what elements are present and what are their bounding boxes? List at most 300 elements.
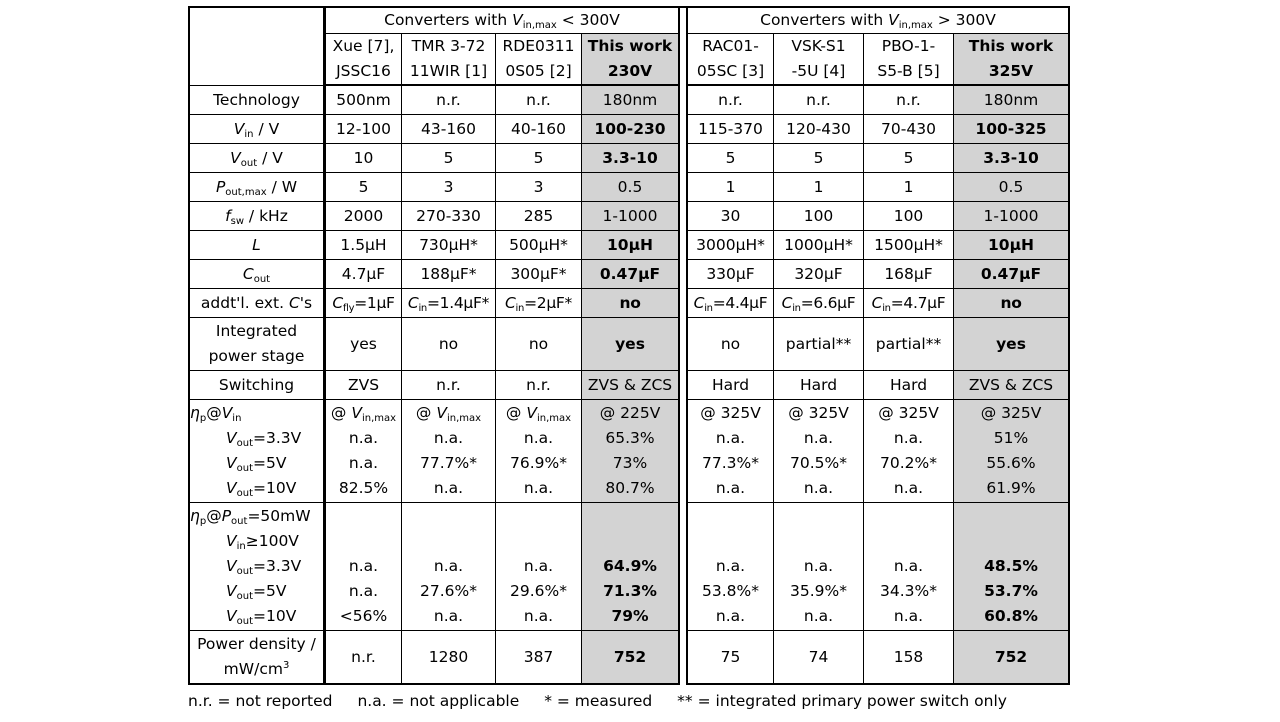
- eta-vin-subrow-label: [190, 426, 323, 451]
- row-label-technology: [188, 86, 326, 115]
- column-header-line1: RDE0311: [502, 37, 575, 55]
- eta-vin-condition: [688, 401, 773, 426]
- density-unit: mW/cm: [223, 660, 283, 678]
- fsw-cell-5: 100: [774, 202, 864, 231]
- pout-subscript: out,max: [225, 186, 267, 198]
- vout-symbol: V: [226, 557, 237, 575]
- eta-vin-value: n.a.: [348, 429, 379, 447]
- fsw-cell-7: 1-1000: [954, 202, 1070, 231]
- pout-cell-6: 1: [864, 173, 954, 202]
- eta-vin-value: 70.2%*: [880, 454, 937, 472]
- integrated-cell-2: no: [496, 318, 582, 371]
- column-header-line1: Xue [7],: [332, 37, 395, 55]
- eta-pout-blank-line: [496, 504, 581, 529]
- eta-pout-value: <56%: [339, 607, 388, 625]
- density-cell-0: n.r.: [326, 631, 402, 685]
- vout-condition: =5V: [253, 454, 287, 472]
- column-header-line2: -5U [4]: [791, 62, 846, 80]
- footnote-measured: * = measured: [544, 692, 653, 710]
- row-label-switching: [188, 371, 326, 400]
- density-cell-4: 75: [686, 631, 774, 685]
- condition-prefix: @: [505, 404, 527, 422]
- converter-comparison-table: [188, 6, 1070, 685]
- eta-vin-value: 77.3%*: [702, 454, 759, 472]
- eta-pout-value: n.a.: [348, 557, 379, 575]
- eta-vin-cell-0: [326, 400, 402, 503]
- technology-cell-3: 180nm: [582, 86, 680, 115]
- vout-subscript: out: [236, 438, 253, 449]
- eta-pout-value: 53.7%: [984, 582, 1038, 600]
- comparison-table-wrapper: [188, 6, 1070, 685]
- column-header-line2: 0S05 [2]: [505, 62, 572, 80]
- cout-cell-3: 0.47µF: [582, 260, 680, 289]
- vin-cell-4: 115-370: [686, 115, 774, 144]
- switching-cell-1: n.r.: [402, 371, 496, 400]
- eta-vin-cell-6: [864, 400, 954, 503]
- addtl-cell-symbol: C: [407, 293, 419, 312]
- fsw-cell-2: 285: [496, 202, 582, 231]
- technology-cell-6: n.r.: [864, 86, 954, 115]
- vout-subscript: out: [236, 488, 253, 499]
- fsw-subscript: sw: [230, 215, 244, 227]
- footnote-integrated: ** = integrated primary power switch only: [677, 692, 1007, 710]
- l-cell-1: 730µH*: [402, 231, 496, 260]
- eta-pout-blank-line: [496, 529, 581, 554]
- row-power-density: [188, 631, 1070, 685]
- row-technology: [188, 86, 1070, 115]
- density-cell-6: 158: [864, 631, 954, 685]
- column-header-line2: S5-B [5]: [877, 62, 940, 80]
- eta-pout-value: 79%: [611, 607, 649, 625]
- group-low-prefix: Converters with: [384, 11, 513, 29]
- technology-cell-2: n.r.: [496, 86, 582, 115]
- vout-cell-2: 5: [496, 144, 582, 173]
- pout-subscript: out: [231, 516, 248, 527]
- addtl-cell-subscript: fly: [342, 302, 355, 314]
- eta-vin-condition-text: @ 325V: [700, 404, 761, 422]
- row-integrated: [188, 318, 1070, 371]
- eta-vin-condition-text: @ 225V: [599, 404, 661, 422]
- addtl-cell-subscript: in: [418, 302, 427, 314]
- vout-cell-6: 5: [864, 144, 954, 173]
- group-high-prefix: Converters with: [760, 11, 889, 29]
- eta-pout-value: 64.9%: [603, 557, 657, 575]
- pout-cell-3: 0.5: [582, 173, 680, 202]
- technology-label: Technology: [213, 90, 300, 109]
- column-header-6: [864, 34, 954, 86]
- eta-pout-subrow-label: [190, 604, 323, 629]
- cout-cell-2: 300µF*: [496, 260, 582, 289]
- density-label-line1: Power density /: [197, 635, 316, 653]
- fsw-cell-1: 270-330: [402, 202, 496, 231]
- eta-pout-value: n.a.: [893, 557, 924, 575]
- condition-subscript: in,max: [361, 413, 397, 424]
- eta-pout-blank-line: [688, 504, 773, 529]
- eta-pout-blank-line: [954, 504, 1068, 529]
- eta-vin-condition: [496, 401, 581, 426]
- eta-vin-value: 82.5%: [338, 479, 389, 497]
- row-label-vout: [188, 144, 326, 173]
- eta-pout-value: 35.9%*: [790, 582, 847, 600]
- density-cell-5: 74: [774, 631, 864, 685]
- technology-cell-7: 180nm: [954, 86, 1070, 115]
- eta-pout-blank-line: [864, 504, 953, 529]
- pout-symbol: P: [221, 507, 232, 525]
- l-cell-0: 1.5µH: [326, 231, 402, 260]
- technology-cell-0: 500nm: [326, 86, 402, 115]
- addtl-symbol: C: [288, 293, 300, 312]
- addtl-cell-symbol: C: [781, 293, 793, 312]
- l-cell-3: 10µH: [582, 231, 680, 260]
- vout-cell-5: 5: [774, 144, 864, 173]
- eta-pout-blank-line: [774, 529, 863, 554]
- addtl-cell-symbol: C: [693, 293, 705, 312]
- addtl-cell-subscript: in: [792, 302, 801, 314]
- eta-vin-value: 80.7%: [605, 479, 655, 497]
- pout-condition: =50mW: [247, 507, 311, 525]
- eta-vin-value: 76.9%*: [510, 454, 567, 472]
- condition-prefix: @: [415, 404, 437, 422]
- eta-pout-value: 71.3%: [603, 582, 657, 600]
- footnote-na: n.a. = not applicable: [357, 692, 520, 710]
- eta-pout-value: n.a.: [715, 557, 746, 575]
- eta-pout-blank-line: [864, 529, 953, 554]
- row-label-density: [188, 631, 326, 685]
- group-low-compare: < 300V: [556, 11, 620, 29]
- row-label-l: [188, 231, 326, 260]
- vout-symbol: V: [226, 582, 237, 600]
- column-header-line2: 230V: [607, 62, 653, 80]
- eta-vin-value: n.a.: [715, 429, 746, 447]
- addtl-cell-6: [864, 289, 954, 318]
- integrated-cell-3: yes: [582, 318, 680, 371]
- vout-symbol: V: [226, 429, 237, 447]
- eta-at: @: [206, 404, 222, 422]
- addtl-cell-5: [774, 289, 864, 318]
- eta-pout-value: 29.6%*: [510, 582, 567, 600]
- pout-unit: / W: [266, 177, 298, 196]
- eta-vin-value: n.a.: [523, 429, 554, 447]
- eta-vin-value: n.a.: [348, 454, 379, 472]
- eta-vin-condition: [954, 401, 1068, 426]
- group-header-low: [326, 6, 680, 34]
- vout-symbol: V: [226, 454, 237, 472]
- row-label-addtl: [188, 289, 326, 318]
- technology-cell-1: n.r.: [402, 86, 496, 115]
- group-high-compare: > 300V: [932, 11, 996, 29]
- group-header-row: [188, 6, 1070, 34]
- switching-cell-5: Hard: [774, 371, 864, 400]
- vout-cell-1: 5: [402, 144, 496, 173]
- eta-vin-condition: [864, 401, 953, 426]
- column-header-line1: TMR 3-72: [411, 37, 486, 55]
- vout-symbol: V: [226, 479, 237, 497]
- column-header-line2: 11WIR [1]: [409, 62, 488, 80]
- eta-pout-value: 34.3%*: [880, 582, 937, 600]
- technology-cell-5: n.r.: [774, 86, 864, 115]
- column-header-line1: PBO-1-: [881, 37, 936, 55]
- fsw-cell-0: 2000: [326, 202, 402, 231]
- addtl-cell-4: [686, 289, 774, 318]
- column-header-line1: RAC01-: [702, 37, 759, 55]
- l-symbol: L: [252, 235, 261, 254]
- eta-pout-subrow-label: [190, 579, 323, 604]
- density-unit-superscript: 3: [282, 660, 290, 671]
- column-header-line1: This work: [587, 37, 673, 55]
- column-header-1: [402, 34, 496, 86]
- addtl-cell-subscript: in: [515, 302, 525, 314]
- addtl-cell-3: [582, 289, 680, 318]
- switching-cell-4: Hard: [686, 371, 774, 400]
- row-vin: [188, 115, 1070, 144]
- eta-pout-value: n.a.: [803, 607, 834, 625]
- vin-subscript: in: [236, 541, 246, 552]
- eta-pout-value: 27.6%*: [420, 582, 477, 600]
- eta-pout-cell-6: [864, 503, 954, 631]
- eta-vin-value: 77.7%*: [420, 454, 477, 472]
- addtl-cell-value: =1µF: [354, 293, 395, 312]
- eta-pout-value: 53.8%*: [702, 582, 759, 600]
- eta-pout-blank-line: [582, 529, 678, 554]
- condition-subscript: in,max: [446, 413, 482, 424]
- column-header-0: [326, 34, 402, 86]
- eta-vin-condition-text: @ 325V: [788, 404, 849, 422]
- eta-vin-subrow-label: [190, 476, 323, 501]
- eta-pout-value: 48.5%: [984, 557, 1038, 575]
- addtl-cell-symbol: C: [505, 293, 516, 312]
- addtl-cell-7: [954, 289, 1070, 318]
- column-header-line1: VSK-S1: [791, 37, 846, 55]
- eta-subscript: p: [199, 413, 207, 424]
- vout-symbol: V: [226, 607, 237, 625]
- pout-symbol: P: [215, 177, 226, 196]
- condition-prefix: @: [330, 404, 352, 422]
- condition-symbol: V: [351, 404, 362, 422]
- addtl-cell-text: no: [1000, 293, 1022, 312]
- vin-condition: ≥100V: [245, 532, 299, 550]
- table-footnotes: [188, 692, 1027, 710]
- row-l: [188, 231, 1070, 260]
- eta-vin-condition-text: @ 325V: [980, 404, 1042, 422]
- fsw-symbol: f: [225, 206, 231, 225]
- vout-cell-3: 3.3-10: [582, 144, 680, 173]
- vout-condition: =10V: [253, 479, 297, 497]
- eta-pout-value: 60.8%: [984, 607, 1038, 625]
- eta-pout-vin-label: [190, 529, 323, 554]
- condition-symbol: V: [526, 404, 537, 422]
- fsw-cell-4: 30: [686, 202, 774, 231]
- vout-cell-7: 3.3-10: [954, 144, 1070, 173]
- vin-cell-5: 120-430: [774, 115, 864, 144]
- eta-pout-heading: [190, 504, 323, 529]
- eta-vin-subrow-label: [190, 451, 323, 476]
- integrated-cell-6: partial**: [864, 318, 954, 371]
- eta-vin-subscript: in: [232, 413, 242, 424]
- pout-cell-1: 3: [402, 173, 496, 202]
- group-low-symbol: V: [512, 11, 523, 29]
- column-header-line2: 325V: [988, 62, 1034, 80]
- vout-subscript: out: [236, 463, 253, 474]
- addtl-cell-0: [326, 289, 402, 318]
- technology-cell-4: n.r.: [686, 86, 774, 115]
- l-cell-4: 3000µH*: [686, 231, 774, 260]
- eta-vin-value: n.a.: [893, 429, 924, 447]
- eta-pout-value: n.a.: [523, 557, 554, 575]
- l-cell-7: 10µH: [954, 231, 1070, 260]
- eta-vin-value: n.a.: [803, 429, 834, 447]
- eta-vin-value: n.a.: [523, 479, 554, 497]
- l-cell-6: 1500µH*: [864, 231, 954, 260]
- eta-pout-cell-1: [402, 503, 496, 631]
- eta-vin-cell-5: [774, 400, 864, 503]
- eta-pout-blank-line: [402, 529, 495, 554]
- eta-vin-condition-text: @ 325V: [878, 404, 939, 422]
- vin-cell-0: 12-100: [326, 115, 402, 144]
- switching-cell-6: Hard: [864, 371, 954, 400]
- row-vout: [188, 144, 1070, 173]
- fsw-unit: / kHz: [244, 206, 288, 225]
- eta-vin-cell-7: [954, 400, 1070, 503]
- cout-cell-0: 4.7µF: [326, 260, 402, 289]
- eta-symbol: η: [190, 507, 200, 525]
- addtl-cell-value: =4.7µF: [890, 293, 946, 312]
- integrated-cell-5: partial**: [774, 318, 864, 371]
- density-label-line2: [190, 657, 323, 682]
- eta-pout-value: n.a.: [803, 557, 834, 575]
- condition-symbol: V: [436, 404, 447, 422]
- density-cell-3: 752: [582, 631, 680, 685]
- switching-label: Switching: [218, 375, 295, 394]
- vout-subscript: out: [236, 591, 253, 602]
- row-eta-pout: [188, 503, 1070, 631]
- row-label-vin: [188, 115, 326, 144]
- vout-condition: =3.3V: [253, 557, 302, 575]
- eta-pout-cell-2: [496, 503, 582, 631]
- vin-cell-1: 43-160: [402, 115, 496, 144]
- eta-vin-value: 51%: [993, 429, 1029, 447]
- vout-condition: =5V: [253, 582, 287, 600]
- addtl-cell-value: =1.4µF*: [426, 293, 490, 312]
- integrated-cell-7: yes: [954, 318, 1070, 371]
- eta-pout-blank-line: [954, 529, 1068, 554]
- pout-cell-7: 0.5: [954, 173, 1070, 202]
- group-high-subscript: in,max: [898, 20, 933, 31]
- row-cout: [188, 260, 1070, 289]
- cout-cell-7: 0.47µF: [954, 260, 1070, 289]
- addtl-cell-text: no: [619, 293, 641, 312]
- density-cell-1: 1280: [402, 631, 496, 685]
- addtl-cell-symbol: C: [332, 293, 343, 312]
- pout-cell-2: 3: [496, 173, 582, 202]
- eta-vin-condition: [582, 401, 678, 426]
- eta-pout-subrow-label: [190, 554, 323, 579]
- eta-symbol: η: [190, 404, 200, 422]
- group-header-high: [686, 6, 1070, 34]
- eta-pout-blank-line: [402, 504, 495, 529]
- row-pout: [188, 173, 1070, 202]
- eta-pout-value: n.a.: [893, 607, 924, 625]
- cout-symbol: C: [242, 264, 254, 283]
- pout-cell-0: 5: [326, 173, 402, 202]
- vout-cell-4: 5: [686, 144, 774, 173]
- fsw-cell-3: 1-1000: [582, 202, 680, 231]
- vin-cell-2: 40-160: [496, 115, 582, 144]
- eta-vin-value: n.a.: [433, 429, 464, 447]
- eta-pout-cell-5: [774, 503, 864, 631]
- vin-symbol: V: [233, 119, 245, 138]
- vin-cell-7: 100-325: [954, 115, 1070, 144]
- integrated-cell-0: yes: [326, 318, 402, 371]
- eta-pout-blank-line: [582, 504, 678, 529]
- condition-subscript: in,max: [536, 413, 572, 424]
- eta-pout-blank-line: [326, 529, 401, 554]
- vout-condition: =10V: [253, 607, 297, 625]
- eta-vin-value: 70.5%*: [790, 454, 847, 472]
- group-high-symbol: V: [888, 11, 899, 29]
- eta-pout-blank-line: [774, 504, 863, 529]
- eta-vin-heading: [190, 401, 323, 426]
- row-label-integrated: [188, 318, 326, 371]
- density-cell-7: 752: [954, 631, 1070, 685]
- vout-subscript: out: [236, 566, 253, 577]
- pout-cell-4: 1: [686, 173, 774, 202]
- eta-pout-cell-3: [582, 503, 680, 631]
- integrated-cell-1: no: [402, 318, 496, 371]
- eta-pout-blank-line: [688, 529, 773, 554]
- vout-condition: =3.3V: [253, 429, 302, 447]
- vout-cell-0: 10: [326, 144, 402, 173]
- eta-vin-cell-2: [496, 400, 582, 503]
- eta-vin-value: n.a.: [803, 479, 834, 497]
- column-header-line2: 05SC [3]: [696, 62, 765, 80]
- row-addtl-caps: [188, 289, 1070, 318]
- vin-cell-3: 100-230: [582, 115, 680, 144]
- row-label-pout: [188, 173, 326, 202]
- vout-unit: / V: [257, 148, 283, 167]
- row-eta-vin: [188, 400, 1070, 503]
- eta-at: @: [206, 507, 222, 525]
- addtl-cell-2: [496, 289, 582, 318]
- row-label-eta-vin: [188, 400, 326, 503]
- eta-vin-cell-4: [686, 400, 774, 503]
- column-header-3: [582, 34, 680, 86]
- eta-vin-condition: [326, 401, 401, 426]
- column-header-line1: This work: [968, 37, 1054, 55]
- cout-cell-5: 320µF: [774, 260, 864, 289]
- eta-vin-symbol: V: [221, 404, 233, 422]
- eta-vin-value: n.a.: [893, 479, 924, 497]
- eta-vin-cell-1: [402, 400, 496, 503]
- eta-pout-cell-7: [954, 503, 1070, 631]
- fsw-cell-6: 100: [864, 202, 954, 231]
- eta-vin-condition: [402, 401, 495, 426]
- addtl-cell-symbol: C: [871, 293, 883, 312]
- vout-symbol: V: [230, 148, 241, 167]
- integrated-cell-4: no: [686, 318, 774, 371]
- switching-cell-7: ZVS & ZCS: [954, 371, 1070, 400]
- footnote-nr: n.r. = not reported: [188, 692, 333, 710]
- vin-symbol: V: [226, 532, 237, 550]
- vout-subscript: out: [236, 616, 253, 627]
- addtl-prefix: addt'l. ext.: [200, 293, 289, 312]
- vin-subscript: in: [244, 128, 254, 140]
- vin-unit: / V: [253, 119, 280, 138]
- eta-subscript: p: [199, 516, 207, 527]
- corner-cell: [188, 6, 326, 86]
- cout-cell-6: 168µF: [864, 260, 954, 289]
- vin-cell-6: 70-430: [864, 115, 954, 144]
- pout-cell-5: 1: [774, 173, 864, 202]
